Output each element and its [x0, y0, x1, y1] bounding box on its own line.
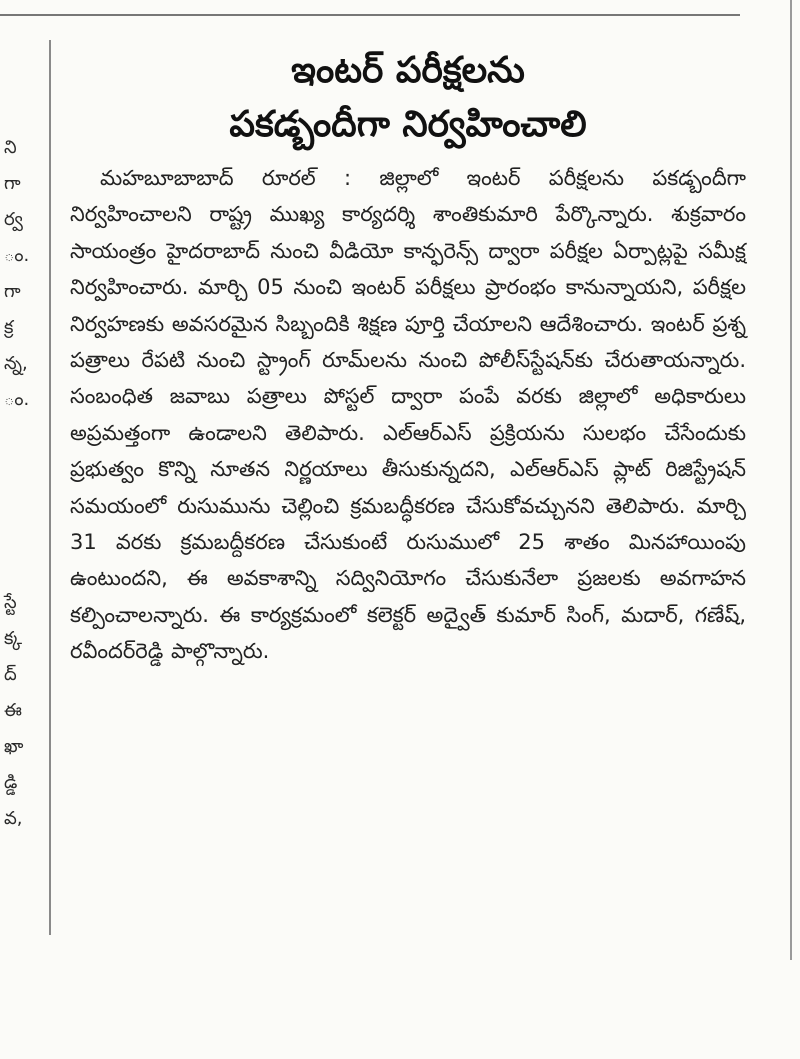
article-body: మహబూబాబాద్ రూరల్ : జిల్లాలో ఇంటర్ పరీక్షలను పకడ్బందీగా నిర్వహించాలని రాష్ట్ర ముఖ్య కార్యదర్శి శాంతికుమారి పేర్కొన్నారు. శుక్రవారం సాయంత్రం హైదరాబాద్ నుంచి వీడియో కాన్ఫరెన్స్ ద్వారా పరీక్షల ఏర్పాట్లపై సమీక్ష నిర్వహించారు. మార్చి 05 నుంచి ఇంటర్ పరీక్షలు ప్రారంభం కానున్నాయని, పరీక్షల నిర్వహణకు అవసరమైన సిబ్బందికి శిక్షణ పూర్తి చేయాలని ఆదేశించారు. ఇంటర్ ప్రశ్న పత్రాలు రేపటి నుంచి స్ట్రాంగ్ రూమ్‌లను నుంచి పోలీస్‌స్టేషన్‌కు చేరుతాయన్నారు. సంబంధిత జవాబు పత్రాలు పోస్టల్ ద్వారా పంపే వరకు జిల్లాలో అధికారులు అప్రమత్తంగా ఉండాలని తెలిపారు. ఎల్ఆర్ఎస్ ప్రక్రియను సులభం చేసేందుకు ప్రభుత్వం కొన్ని నూతన నిర్ణయాలు తీసుకున్నదని, ఎల్ఆర్ఎస్ ప్లాట్ రిజిస్ట్రేషన్ సమయంలో రుసుమును చెల్లించి క్రమబద్ధీకరణ చేసుకోవచ్చునని తెలిపారు. మార్చి 31 వరకు క్రమబద్దీకరణ చేసుకుంటే రుసుములో 25 శాతం మినహాయింపు ఉంటుందని, ఈ అవకాశాన్ని సద్వినియోగం చేసుకునేలా ప్రజలకు అవగాహన కల్పించాలన్నారు. ఈ కార్యక్రమంలో కలెక్టర్ అద్వైత్ కుమార్ సింగ్, మదార్, గణేష్, రవీందర్‌రెడ్డి పాల్గొన్నారు. — [70, 166, 746, 664]
left-fragment-line: ం. — [4, 245, 30, 266]
top-column-border — [0, 0, 740, 16]
left-fragment-line: స్టే — [4, 592, 17, 613]
left-fragment-line: డ్డి — [4, 772, 18, 793]
headline-line-1: ఇంటర్ పరీక్షలను — [291, 50, 525, 91]
left-fragment-line: ద్ — [4, 664, 17, 685]
left-fragment-line: న్న, — [4, 353, 28, 374]
left-neighbour-column-fragment — [0, 130, 30, 890]
left-fragment-line: ఈ — [4, 700, 22, 721]
left-fragment-line: వ, — [4, 808, 23, 829]
left-fragment-line: ం. — [4, 389, 30, 410]
headline-line-2: పకడ్బందీగా నిర్వహించాలి — [229, 104, 587, 145]
left-fragment-line: గా — [4, 173, 21, 194]
news-article — [70, 44, 746, 691]
column-divider-left — [49, 40, 51, 935]
left-fragment-group-lower — [4, 585, 23, 837]
left-fragment-line: ని — [4, 137, 17, 158]
article-headline — [70, 44, 746, 152]
left-fragment-line: గా — [4, 281, 21, 302]
column-divider-right — [790, 0, 792, 960]
left-fragment-line: ర్వ — [4, 209, 23, 230]
left-fragment-group-upper — [4, 130, 29, 418]
left-fragment-line: క్క — [4, 628, 23, 649]
left-fragment-line: క్ర — [4, 317, 14, 338]
left-fragment-line: ఖా — [4, 736, 24, 757]
